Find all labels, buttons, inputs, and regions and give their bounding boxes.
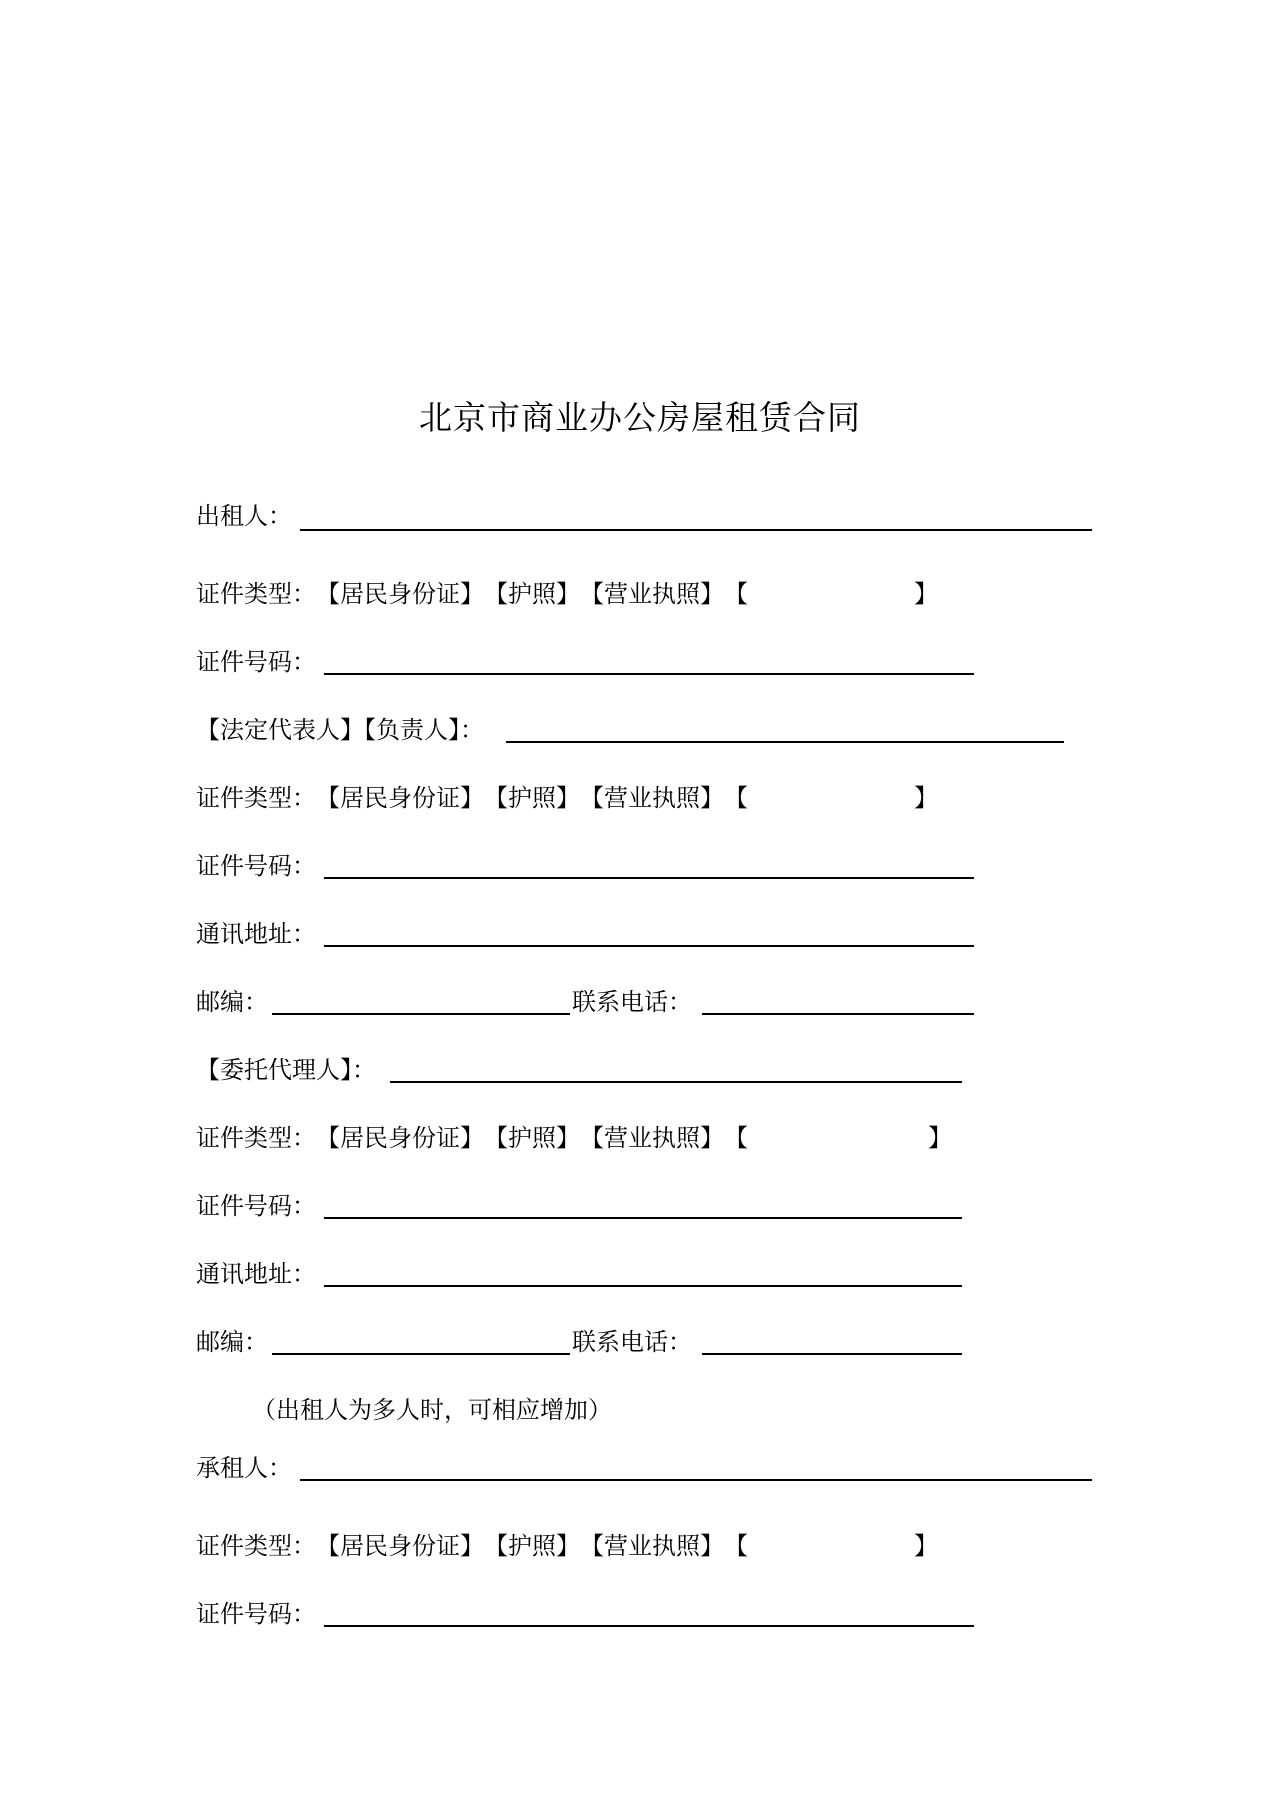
agent-input-line[interactable] xyxy=(390,1081,962,1083)
phone-row xyxy=(572,982,692,1022)
doc-type-label: 证件类型： xyxy=(196,580,316,608)
doc-type-row xyxy=(196,1118,952,1158)
option-passport[interactable]: 【护照】 xyxy=(484,1124,580,1152)
doc-type-label: 证件类型： xyxy=(196,1124,316,1152)
lessee-input-line[interactable] xyxy=(300,1479,1092,1481)
option-id-card[interactable]: 【居民身份证】 xyxy=(316,1532,484,1560)
legal-rep-label: 【法定代表人】【负责人】： xyxy=(196,716,484,744)
doc-number-row xyxy=(196,1594,316,1634)
phone-row xyxy=(572,1322,692,1362)
agent-label: 【委托代理人】： xyxy=(196,1056,376,1084)
doc-number-row xyxy=(196,846,316,886)
address-input-line[interactable] xyxy=(324,1285,962,1287)
lessee-row xyxy=(196,1448,292,1488)
doc-number-label: 证件号码： xyxy=(196,852,316,880)
phone-label: 联系电话： xyxy=(572,988,692,1016)
lessor-row xyxy=(196,496,292,536)
option-passport[interactable]: 【护照】 xyxy=(484,1532,580,1560)
phone-input-line[interactable] xyxy=(702,1013,974,1015)
postcode-label: 邮编： xyxy=(196,988,268,1016)
legal-rep-input-line[interactable] xyxy=(506,741,1064,743)
address-row xyxy=(196,1254,316,1294)
option-other-close: 】 xyxy=(914,1532,938,1560)
doc-number-row xyxy=(196,1186,316,1226)
doc-number-input-line[interactable] xyxy=(324,877,974,879)
option-passport[interactable]: 【护照】 xyxy=(484,580,580,608)
page-title: 北京市商业办公房屋租赁合同 xyxy=(419,398,861,437)
doc-number-label: 证件号码： xyxy=(196,1600,316,1628)
doc-type-label: 证件类型： xyxy=(196,784,316,812)
option-other-open[interactable]: 【 xyxy=(724,784,748,812)
lessor-input-line[interactable] xyxy=(300,529,1092,531)
option-id-card[interactable]: 【居民身份证】 xyxy=(316,580,484,608)
doc-number-row xyxy=(196,642,316,682)
postcode-row xyxy=(196,1322,268,1362)
option-other-open[interactable]: 【 xyxy=(724,1532,748,1560)
option-id-card[interactable]: 【居民身份证】 xyxy=(316,784,484,812)
option-business-license[interactable]: 【营业执照】 xyxy=(580,1124,724,1152)
phone-input-line[interactable] xyxy=(702,1353,962,1355)
doc-number-input-line[interactable] xyxy=(324,1625,974,1627)
doc-type-row xyxy=(196,1526,938,1566)
doc-number-input-line[interactable] xyxy=(324,673,974,675)
address-label: 通讯地址： xyxy=(196,920,316,948)
address-label: 通讯地址： xyxy=(196,1260,316,1288)
postcode-label: 邮编： xyxy=(196,1328,268,1356)
postcode-input-line[interactable] xyxy=(272,1013,570,1015)
doc-number-label: 证件号码： xyxy=(196,1192,316,1220)
address-input-line[interactable] xyxy=(324,945,974,947)
option-id-card[interactable]: 【居民身份证】 xyxy=(316,1124,484,1152)
postcode-input-line[interactable] xyxy=(272,1353,570,1355)
legal-rep-row xyxy=(196,710,484,750)
doc-number-input-line[interactable] xyxy=(324,1217,962,1219)
doc-type-row xyxy=(196,778,938,818)
doc-type-label: 证件类型： xyxy=(196,1532,316,1560)
address-row xyxy=(196,914,316,954)
phone-label: 联系电话： xyxy=(572,1328,692,1356)
option-other-close: 】 xyxy=(914,784,938,812)
option-passport[interactable]: 【护照】 xyxy=(484,784,580,812)
option-business-license[interactable]: 【营业执照】 xyxy=(580,580,724,608)
multiple-lessors-note: （出租人为多人时，可相应增加） xyxy=(252,1396,612,1424)
postcode-row xyxy=(196,982,268,1022)
option-other-close: 】 xyxy=(914,580,938,608)
doc-type-row xyxy=(196,574,938,614)
option-other-open[interactable]: 【 xyxy=(724,580,748,608)
lessee-label: 承租人： xyxy=(196,1454,292,1482)
doc-number-label: 证件号码： xyxy=(196,648,316,676)
lessor-label: 出租人： xyxy=(196,502,292,530)
option-business-license[interactable]: 【营业执照】 xyxy=(580,1532,724,1560)
agent-row xyxy=(196,1050,376,1090)
option-business-license[interactable]: 【营业执照】 xyxy=(580,784,724,812)
option-other-open[interactable]: 【 xyxy=(724,1124,748,1152)
option-other-close: 】 xyxy=(928,1124,952,1152)
